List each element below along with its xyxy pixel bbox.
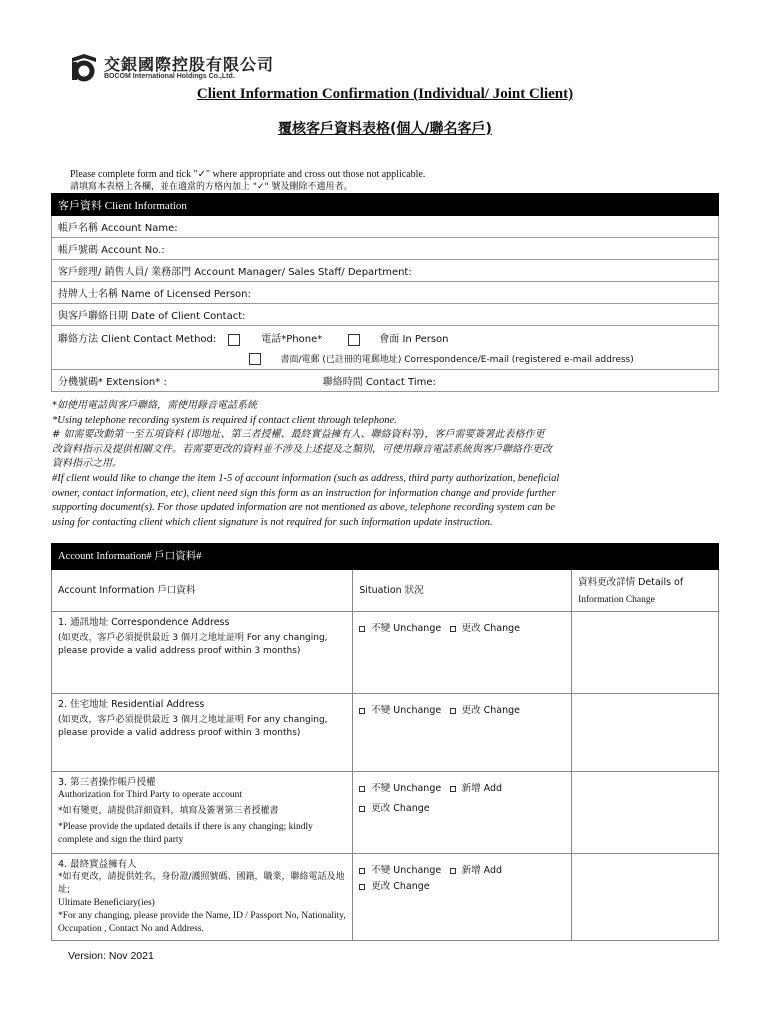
account-name-field[interactable] [52, 216, 719, 238]
in-person-option-label: 會面 In Person [379, 334, 449, 346]
client-info-header: 客戶資料 Client Information [52, 194, 719, 216]
contact-method-label: 聯絡方法 Client Contact Method: [58, 334, 217, 346]
row-desc-cn: *如有變更，請提供詳細資料，填寫及簽署第三者授權書 [58, 806, 279, 816]
phone-checkbox[interactable] [228, 334, 240, 346]
contact-time-label: 聯絡時間 Contact Time: [322, 377, 436, 388]
change-checkbox[interactable] [359, 884, 365, 890]
change-label: 更改 Change [461, 623, 520, 634]
extension-time-field[interactable] [52, 370, 719, 392]
unchange-label: 不變 Unchange [371, 705, 442, 716]
account-row-correspondence [52, 612, 719, 694]
change-label: 更改 Change [461, 705, 520, 716]
phone-option-label: 電話*Phone* [261, 334, 323, 346]
row-details-cell[interactable] [572, 772, 719, 854]
row-title-en: Authorization for Third Party to operate account [58, 790, 242, 800]
unchange-checkbox[interactable] [359, 708, 365, 714]
client-information-table [51, 193, 719, 392]
in-person-checkbox[interactable] [348, 334, 360, 346]
col-header-details [572, 570, 719, 612]
row-info-cell [52, 612, 353, 694]
note-2-cn-b: 改資料指示及提供相關文件。若需要更改的資料並不涉及上述提及之類別，可使用錄音電話系統與客戶聯絡作更改 [52, 443, 552, 455]
notes-section [52, 399, 712, 530]
version-label: Version: Nov 2021 [68, 950, 154, 962]
add-checkbox[interactable] [450, 868, 456, 874]
bocom-logo-icon [68, 52, 100, 84]
row-title: 1. 通訊地址 Correspondence Address [58, 617, 230, 628]
account-manager-field[interactable] [52, 260, 719, 282]
unchange-label: 不變 Unchange [371, 623, 442, 634]
row-info-cell [52, 772, 353, 854]
row-desc: (如更改，客戶必須提供最近 3 個月之地址証明 For any changing, please provide a valid address proof within 3 months) [58, 633, 328, 656]
form-title-en: Client Information Confirmation (Individual/ Joint Client) [196, 86, 574, 102]
note-2-en-a: #If client would like to change the item 1-5 of account information (such as address, third party authorization, beneficial [52, 472, 560, 484]
col-situation-label: Situation 狀況 [359, 584, 424, 596]
change-checkbox[interactable] [359, 806, 365, 812]
instructions-cn: 請填寫本表格上各欄，並在適當的方格內加上 "✓" 號及刪除不適用者。 [70, 182, 353, 192]
account-no-label: 帳戶號碼 Account No.: [58, 245, 165, 256]
form-title-cn: 覆核客戶資料表格(個人/聯名客戶) [278, 121, 492, 137]
account-information-table [51, 543, 719, 941]
row-title-en: Ultimate Beneficiary(ies) [58, 898, 155, 908]
logo-name-en: BOCOM International Holdings Co.,Ltd. [104, 73, 235, 80]
row-details-cell[interactable] [572, 612, 719, 694]
row-details-cell[interactable] [572, 854, 719, 941]
row-info-cell [52, 854, 353, 941]
row-desc-en: *For any changing, please provide the Name, ID / Passport No, Nationality, Occupation , Contact No and Address. [58, 911, 346, 934]
note-1-cn: *如使用電話與客戶聯絡，需使用錄音電話系統 [52, 400, 257, 411]
row-situation-cell [353, 694, 572, 772]
unchange-checkbox[interactable] [359, 786, 365, 792]
row-desc-en: *Please provide the updated details if there is any changing; kindly complete and sign the third party [58, 822, 313, 845]
account-no-field[interactable] [52, 238, 719, 260]
contact-date-field[interactable] [52, 304, 719, 326]
account-row-third-party [52, 772, 719, 854]
licensed-person-field[interactable] [52, 282, 719, 304]
note-2-en-c: supporting document(s). For those updated information are not mentioned as above, telephone recording system can be [52, 502, 556, 514]
unchange-checkbox[interactable] [359, 868, 365, 874]
row-situation-cell [353, 612, 572, 694]
row-title: 2. 住宅地址 Residential Address [58, 699, 205, 710]
row-situation-cell [353, 772, 572, 854]
account-info-header: Account Information# 戶口資料# [52, 544, 719, 570]
account-manager-label: 客戶經理/ 銷售人員/ 業務部門 Account Manager/ Sales Staff/ Department: [58, 267, 412, 278]
add-label: 新增 Add [461, 865, 503, 876]
unchange-label: 不變 Unchange [371, 865, 442, 876]
note-1-en: *Using telephone recording system is required if contact client through telephone. [52, 414, 397, 426]
extension-label: 分機號碼* Extension* : [58, 377, 167, 388]
contact-method-field [52, 326, 719, 370]
correspondence-option-label: 書面/電郵 (已註冊的電郵地址) Correspondence/E-mail (registered e-mail address) [280, 354, 634, 365]
company-logo [68, 52, 308, 86]
row-desc-cn: *如有更改，請提供姓名，身份證/護照號碼、國籍，職業，聯絡電話及地址; [58, 872, 345, 895]
correspondence-checkbox[interactable] [249, 353, 261, 365]
add-label: 新增 Add [461, 783, 503, 794]
col-header-info [52, 570, 353, 612]
note-2-en-d: using for contacting client which client signature is not required for such information update instruction. [52, 516, 493, 528]
change-label: 更改 Change [371, 881, 430, 892]
add-checkbox[interactable] [450, 786, 456, 792]
change-checkbox[interactable] [450, 708, 456, 714]
col-header-situation [353, 570, 572, 612]
unchange-label: 不變 Unchange [371, 783, 442, 794]
row-info-cell [52, 694, 353, 772]
col-details-label-a: 資料更改詳情 Details of [578, 577, 684, 588]
note-2-cn-c: 資料指示之用。 [52, 458, 122, 470]
account-name-label: 帳戶名稱 Account Name: [58, 223, 178, 234]
note-2-en-b: owner, contact information, etc), client need sign this form as an instruction for information change and provide further [52, 487, 556, 499]
note-2-cn-a: # 如需要改動第一至五項資料 (即地址、第三者授權、最終實益擁有人、聯絡資料等)，客戶需要簽署此表格作更 [52, 429, 545, 441]
row-title: 4. 最終實益擁有人 [58, 859, 137, 870]
row-situation-cell [353, 854, 572, 941]
row-desc: (如更改，客戶必須提供最近 3 個月之地址証明 For any changing, please provide a valid address proof within 3 months) [58, 715, 328, 738]
account-row-beneficiary [52, 854, 719, 941]
change-checkbox[interactable] [450, 626, 456, 632]
account-row-residential [52, 694, 719, 772]
col-details-label-b: Information Change [578, 595, 655, 605]
row-details-cell[interactable] [572, 694, 719, 772]
col-info-label: Account Information 戶口資料 [58, 584, 196, 596]
contact-date-label: 與客戶聯絡日期 Date of Client Contact: [58, 311, 246, 322]
logo-name-cn: 交銀國際控股有限公司 [104, 55, 275, 74]
change-label: 更改 Change [371, 803, 430, 814]
row-title: 3. 第三者操作帳戶授權 [58, 777, 156, 788]
instructions-en: Please complete form and tick "✓" where appropriate and cross out those not applicable. [70, 169, 426, 180]
unchange-checkbox[interactable] [359, 626, 365, 632]
licensed-person-label: 持牌人士名稱 Name of Licensed Person: [58, 289, 251, 300]
